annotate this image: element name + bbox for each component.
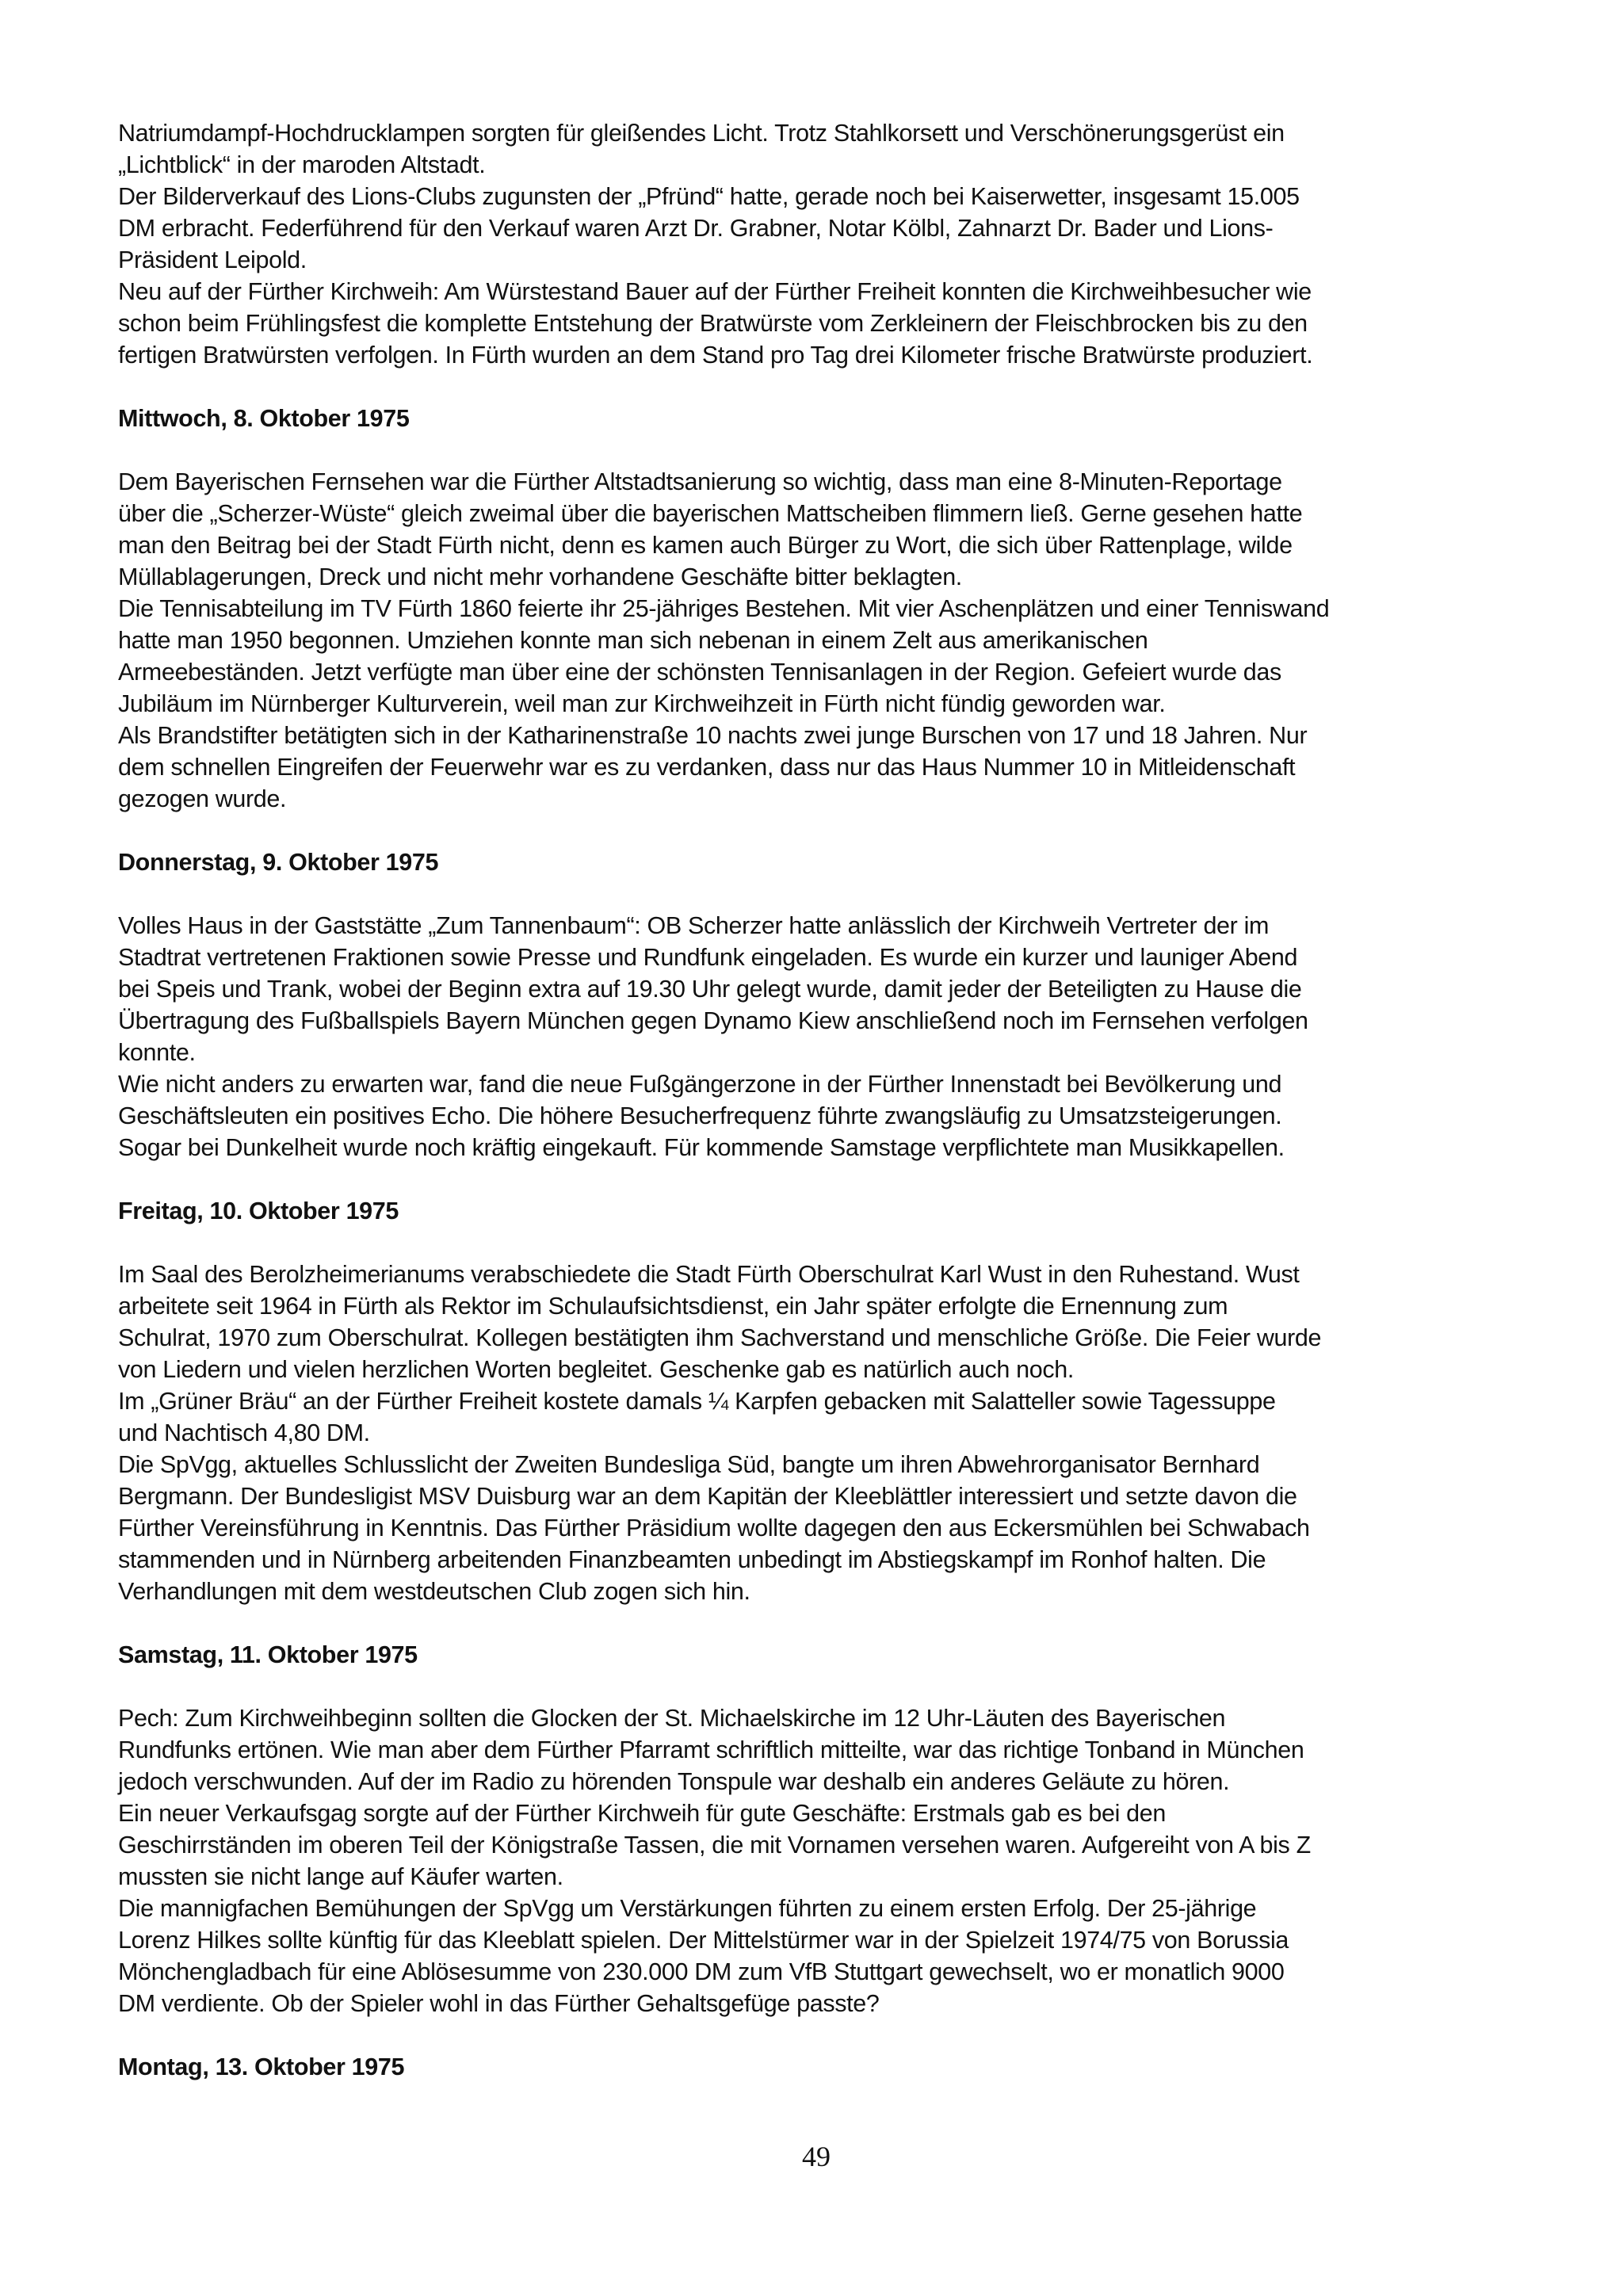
text-line: Neu auf der Fürther Kirchweih: Am Würstestand Bauer auf der Fürther Freiheit konnten die Kirchweihbesucher wie	[118, 278, 1312, 305]
text-line: Die mannigfachen Bemühungen der SpVgg um Verstärkungen führten zu einem ersten Erfolg. Der 25-jährige	[118, 1895, 1257, 1922]
text-line: Pech: Zum Kirchweihbeginn sollten die Glocken der St. Michaelskirche im 12 Uhr-Läuten des Bayerischen	[118, 1705, 1226, 1732]
text-line: Sogar bei Dunkelheit wurde noch kräftig eingekauft. Für kommende Samstage verpflichtete man Musikkapellen.	[118, 1134, 1285, 1161]
text-line: Übertragung des Fußballspiels Bayern München gegen Dynamo Kiew anschließend noch im Fernsehen verfolgen	[118, 1007, 1308, 1034]
text-line: Natriumdampf-Hochdrucklampen sorgten für gleißendes Licht. Trotz Stahlkorsett und Verschönerungsgerüst ein	[118, 120, 1285, 147]
blank-line	[118, 1227, 1545, 1259]
text-line: Die SpVgg, aktuelles Schlusslicht der Zweiten Bundesliga Süd, bangte um ihren Abwehrorganisator Bernhard	[118, 1451, 1260, 1478]
text-line: Bergmann. Der Bundesligist MSV Duisburg war an dem Kapitän der Kleeblättler interessiert und setzte davon die	[118, 1483, 1297, 1510]
text-line: Wie nicht anders zu erwarten war, fand die neue Fußgängerzone in der Fürther Innenstadt bei Bevölkerung und	[118, 1071, 1282, 1098]
text-line: Schulrat, 1970 zum Oberschulrat. Kollegen bestätigten ihm Sachverstand und menschliche Größe. Die Feier wurde	[118, 1324, 1322, 1351]
text-line: Lorenz Hilkes sollte künftig für das Kleeblatt spielen. Der Mittelstürmer war in der Spielzeit 1974/75 von Borussia	[118, 1927, 1289, 1954]
text-line: schon beim Frühlingsfest die komplette Entstehung der Bratwürste vom Zerkleinern der Fleischbrocken bis zu den	[118, 310, 1308, 337]
text-line: über die „Scherzer-Wüste“ gleich zweimal über die bayerischen Mattscheiben flimmern ließ. Gerne gesehen hatte	[118, 500, 1303, 527]
text-line: DM erbracht. Federführend für den Verkauf waren Arzt Dr. Grabner, Notar Kölbl, Zahnarzt Dr. Bader und Lions-	[118, 215, 1274, 242]
text-line: Ein neuer Verkaufsgag sorgte auf der Fürther Kirchweih für gute Geschäfte: Erstmals gab es bei den	[118, 1800, 1166, 1827]
text-line: man den Beitrag bei der Stadt Fürth nicht, denn es kamen auch Bürger zu Wort, die sich über Rattenplage, wilde	[118, 532, 1293, 559]
blank-line	[118, 1163, 1545, 1195]
text-line: Stadtrat vertretenen Fraktionen sowie Presse und Rundfunk eingeladen. Es wurde ein kurzer und launiger Abend	[118, 944, 1298, 971]
text-line: arbeitete seit 1964 in Fürth als Rektor im Schulaufsichtsdienst, ein Jahr später erfolgte die Ernennung zum	[118, 1293, 1228, 1320]
blank-line	[118, 371, 1545, 403]
date-heading: Mittwoch, 8. Oktober 1975	[118, 405, 410, 432]
text-line: dem schnellen Eingreifen der Feuerwehr war es zu verdanken, dass nur das Haus Nummer 10 in Mitleidenschaft	[118, 754, 1296, 781]
date-heading: Freitag, 10. Oktober 1975	[118, 1198, 399, 1224]
text-line: Müllablagerungen, Dreck und nicht mehr vorhandene Geschäfte bitter beklagten.	[118, 563, 962, 590]
page-number: 49	[802, 2141, 831, 2172]
text-line: Dem Bayerischen Fernsehen war die Fürther Altstadtsanierung so wichtig, dass man eine 8-Minuten-Reportage	[118, 468, 1282, 495]
text-line: hatte man 1950 begonnen. Umziehen konnte man sich nebenan in einem Zelt aus amerikanischen	[118, 627, 1148, 654]
text-line: und Nachtisch 4,80 DM.	[118, 1419, 370, 1446]
text-line: von Liedern und vielen herzlichen Worten begleitet. Geschenke gab es natürlich auch noch.	[118, 1356, 1075, 1383]
date-heading: Donnerstag, 9. Oktober 1975	[118, 849, 439, 876]
text-line: Mönchengladbach für eine Ablösesumme von 230.000 DM zum VfB Stuttgart gewechselt, wo er monatlich 9000	[118, 1958, 1285, 1985]
text-line: Fürther Vereinsführung in Kenntnis. Das Fürther Präsidium wollte dagegen den aus Eckersmühlen bei Schwabach	[118, 1515, 1310, 1541]
text-line: Volles Haus in der Gaststätte „Zum Tannenbaum“: OB Scherzer hatte anlässlich der Kirchweih Vertreter der im	[118, 912, 1270, 939]
text-line: Als Brandstifter betätigten sich in der Katharinenstraße 10 nachts zwei junge Burschen von 17 und 18 Jahren. Nur	[118, 722, 1308, 749]
blank-line	[118, 878, 1545, 910]
blank-line	[118, 434, 1545, 466]
text-line: Verhandlungen mit dem westdeutschen Club zogen sich hin.	[118, 1578, 750, 1605]
text-line: Rundfunks ertönen. Wie man aber dem Fürther Pfarramt schriftlich mitteilte, war das richtige Tonband in München	[118, 1736, 1304, 1763]
text-line: Im „Grüner Bräu“ an der Fürther Freiheit kostete damals ¼ Karpfen gebacken mit Salatteller sowie Tagessuppe	[118, 1388, 1276, 1415]
text-line: Geschirrständen im oberen Teil der Königstraße Tassen, die mit Vornamen versehen waren. Aufgereiht von A bis Z	[118, 1832, 1311, 1859]
text-line: „Lichtblick“ in der maroden Altstadt.	[118, 151, 486, 178]
text-line: stammenden und in Nürnberg arbeitenden Finanzbeamten unbedingt im Abstiegskampf im Ronhof halten. Die	[118, 1546, 1266, 1573]
text-line: Im Saal des Berolzheimerianums verabschiedete die Stadt Fürth Oberschulrat Karl Wust in den Ruhestand. Wust	[118, 1261, 1300, 1288]
text-line: Präsident Leipold.	[118, 246, 307, 273]
text-line: mussten sie nicht lange auf Käufer warten.	[118, 1863, 563, 1890]
blank-line	[118, 815, 1545, 846]
blank-line	[118, 1607, 1545, 1639]
text-line: Armeebeständen. Jetzt verfügte man über eine der schönsten Tennisanlagen in der Region. Gefeiert wurde das	[118, 659, 1281, 686]
text-line: Geschäftsleuten ein positives Echo. Die höhere Besucherfrequenz führte zwangsläufig zu Umsatzsteigerungen.	[118, 1102, 1282, 1129]
text-line: fertigen Bratwürsten verfolgen. In Fürth wurden an dem Stand pro Tag drei Kilometer frische Bratwürste produziert.	[118, 342, 1313, 369]
blank-line	[118, 1671, 1545, 1702]
blank-line	[118, 2019, 1545, 2051]
text-line: gezogen wurde.	[118, 785, 287, 812]
text-line: bei Speis und Trank, wobei der Beginn extra auf 19.30 Uhr gelegt wurde, damit jeder der Beteiligten zu Hause die	[118, 976, 1302, 1003]
document-body	[118, 117, 1545, 2083]
date-heading: Montag, 13. Oktober 1975	[118, 2053, 405, 2080]
text-line: Der Bilderverkauf des Lions-Clubs zugunsten der „Pfründ“ hatte, gerade noch bei Kaiserwetter, insgesamt 15.005	[118, 183, 1300, 210]
date-heading: Samstag, 11. Oktober 1975	[118, 1641, 418, 1668]
text-line: jedoch verschwunden. Auf der im Radio zu hörenden Tonspule war deshalb ein anderes Geläute zu hören.	[118, 1768, 1230, 1795]
text-line: Jubiläum im Nürnberger Kulturverein, weil man zur Kirchweihzeit in Fürth nicht fündig geworden war.	[118, 690, 1166, 717]
text-line: DM verdiente. Ob der Spieler wohl in das Fürther Gehaltsgefüge passte?	[118, 1990, 880, 2017]
text-line: Die Tennisabteilung im TV Fürth 1860 feierte ihr 25-jähriges Bestehen. Mit vier Aschenplätzen und einer Tenniswand	[118, 595, 1330, 622]
text-line: konnte.	[118, 1039, 196, 1066]
